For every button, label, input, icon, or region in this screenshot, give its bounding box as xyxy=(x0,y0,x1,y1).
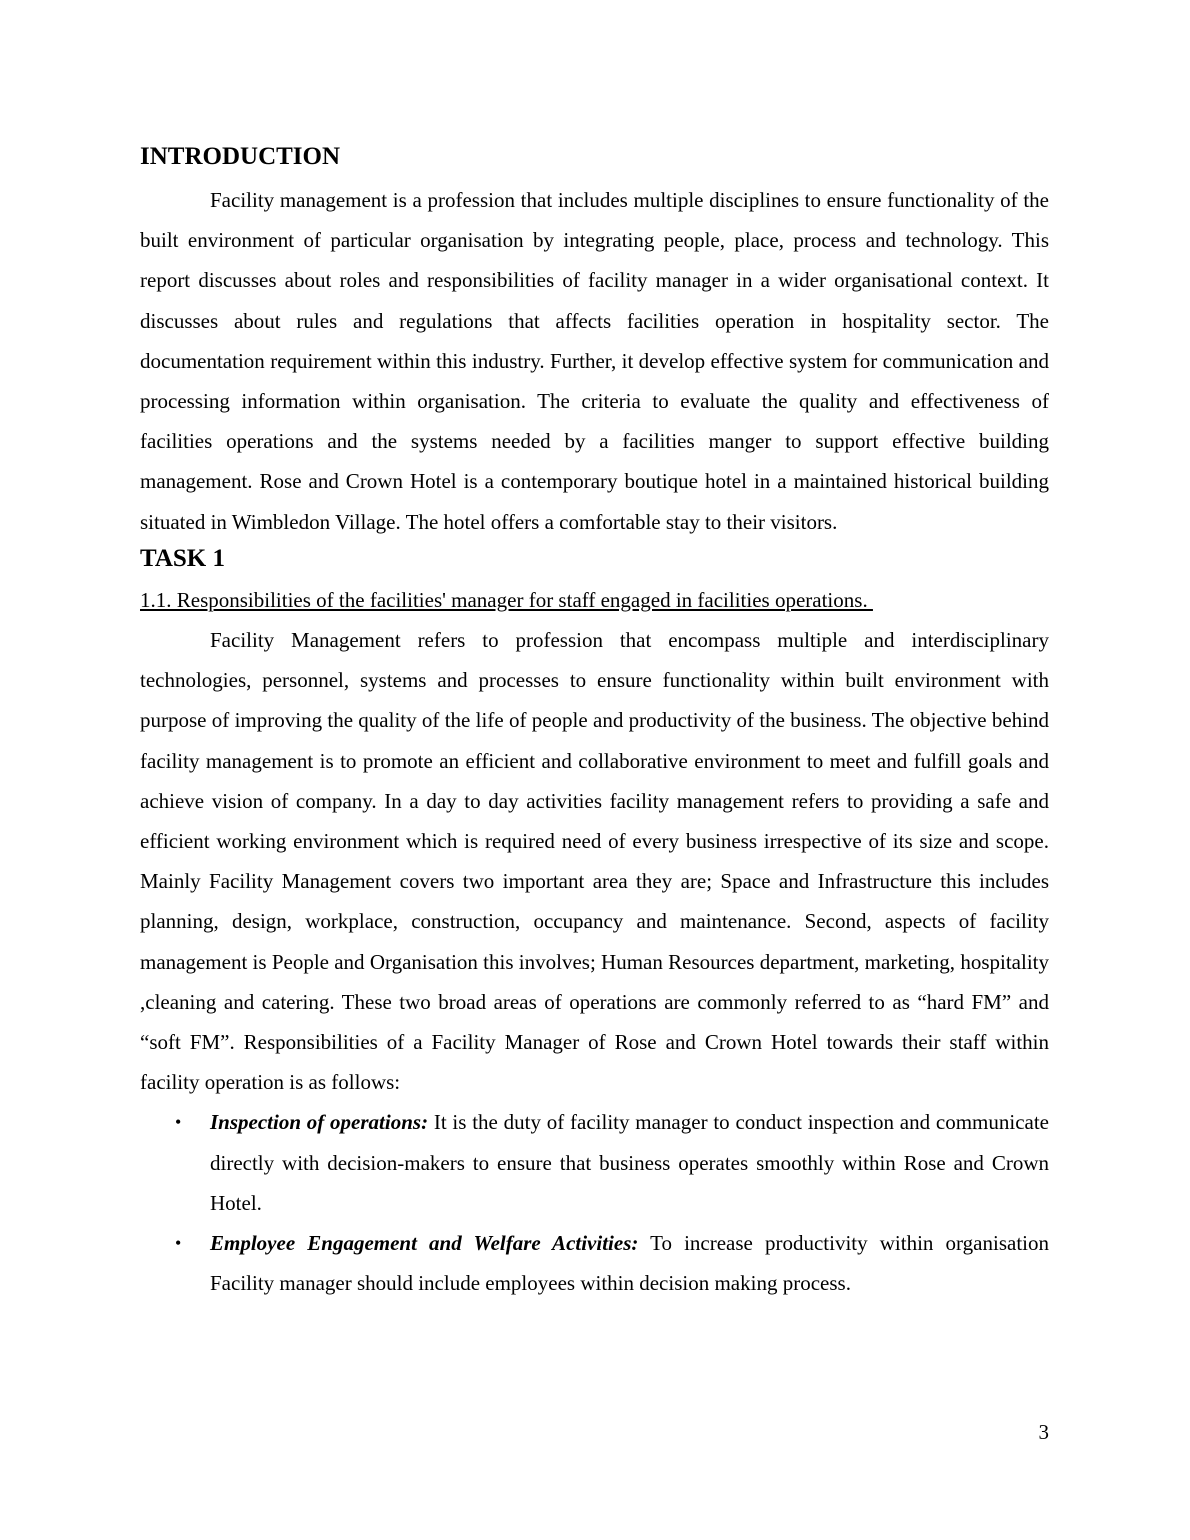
list-item xyxy=(140,1223,1049,1303)
list-item xyxy=(140,1102,1049,1223)
introduction-paragraph: Facility management is a profession that includes multiple disciplines to ensure functionality of the built environment of particular organisation by integrating people, place, process and technology. This report discusses about roles and responsibilities of facility manager in a wider organisational context. It discusses about rules and regulations that affects facilities operation in hospitality sector. The documentation requirement within this industry. Further, it develop effective system for communication and processing information within organisation. The criteria to evaluate the quality and effectiveness of facilities operations and the systems needed by a facilities manger to support effective building management. Rose and Crown Hotel is a contemporary boutique hotel in a maintained historical building situated in Wimbledon Village. The hotel offers a comfortable stay to their visitors. xyxy=(140,188,1049,534)
list-item-term: Inspection of operations: xyxy=(210,1110,429,1135)
responsibilities-list xyxy=(140,1102,1049,1303)
task1-paragraph: Facility Management refers to profession that encompass multiple and interdisciplinary technologies, personnel, systems and processes to ensure functionality within built environment with purpose of improving the quality of the life of people and productivity of the business. The objective behind facility management is to promote an efficient and collaborative environment to meet and fulfill goals and achieve vision of company. In a day to day activities facility management refers to providing a safe and efficient working environment which is required need of every business irrespective of its size and scope. Mainly Facility Management covers two important area they are; Space and Infrastructure this includes planning, design, workplace, construction, occupancy and maintenance. Second, aspects of facility management is People and Organisation this involves; Human Resources department, marketing, hospitality ,cleaning and catering. These two broad areas of operations are commonly referred to as “hard FM” and “soft FM”. Responsibilities of a Facility Manager of Rose and Crown Hotel towards their staff within facility operation is as follows: xyxy=(140,628,1049,1095)
page-number: 3 xyxy=(1038,1420,1049,1444)
bullet-icon: • xyxy=(175,1233,182,1254)
introduction-heading: INTRODUCTION xyxy=(140,143,341,170)
task1-heading: TASK 1 xyxy=(140,544,225,572)
bullet-icon: • xyxy=(175,1112,182,1133)
document-page xyxy=(140,140,1049,1303)
task1-subheading: 1.1. Responsibilities of the facilities' manager for staff engaged in facilities operations. xyxy=(140,587,873,612)
list-item-term: Employee Engagement and Welfare Activities: xyxy=(210,1231,639,1256)
list-item-text: It is the duty of facility manager to conduct inspection and communicate directly with decision-makers to ensure that business operates smoothly within Rose and Crown Hotel. xyxy=(210,1110,1049,1215)
list-item-text: To increase productivity within organisation Facility manager should include employees within decision making process. xyxy=(210,1231,1049,1296)
